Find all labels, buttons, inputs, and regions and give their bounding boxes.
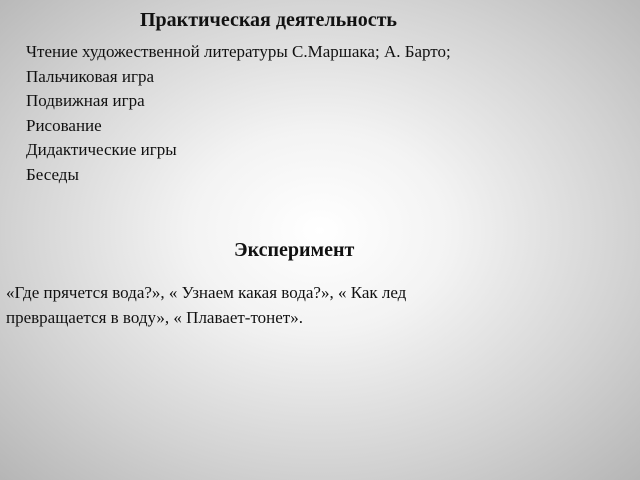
activity-item-didactic-games: Дидактические игры [26, 140, 177, 159]
experiment-description [6, 280, 606, 330]
experiment-heading: Эксперимент [234, 239, 355, 261]
practice-heading: Практическая деятельность [140, 9, 397, 31]
activity-item-reading: Чтение художественной литературы С.Маршака; А. Барто; [26, 42, 451, 61]
experiment-line-2: превращается в воду», « Плавает-тонет». [6, 308, 303, 327]
experiment-line-1: «Где прячется вода?», « Узнаем какая вода?», « Как лед [6, 283, 407, 302]
activity-item-finger-game: Пальчиковая игра [26, 66, 154, 86]
activity-item-conversations: Беседы [26, 164, 79, 184]
activity-list [26, 40, 451, 187]
activity-item-active-game: Подвижная игра [26, 91, 145, 110]
activity-item-drawing: Рисование [26, 115, 102, 135]
